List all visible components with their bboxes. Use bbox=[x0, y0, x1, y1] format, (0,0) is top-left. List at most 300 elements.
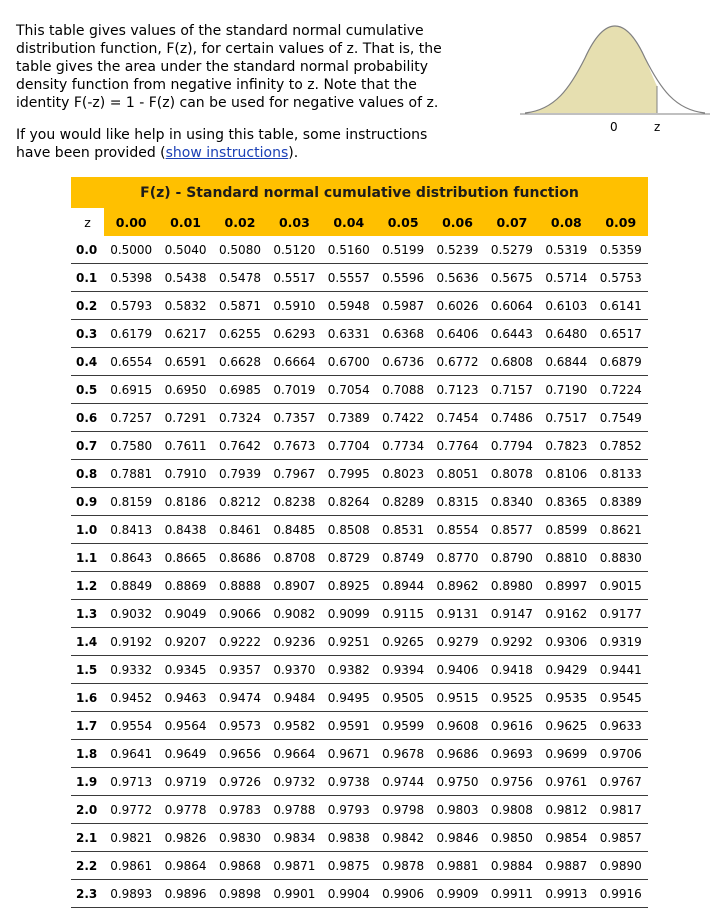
row-z-value: 0.4 bbox=[71, 348, 104, 376]
column-header: 0.07 bbox=[485, 208, 539, 236]
row-z-value: 0.1 bbox=[71, 264, 104, 292]
table-cell: 0.7939 bbox=[213, 460, 267, 488]
table-cell: 0.9738 bbox=[322, 768, 376, 796]
row-z-value: 1.0 bbox=[71, 516, 104, 544]
table-cell: 0.5359 bbox=[594, 236, 648, 264]
table-cell: 0.9649 bbox=[158, 740, 212, 768]
table-row bbox=[71, 292, 648, 320]
table-cell: 0.9554 bbox=[104, 712, 158, 740]
intro-line: table gives the area under the standard normal probability bbox=[16, 59, 429, 75]
table-cell: 0.6331 bbox=[322, 320, 376, 348]
table-row bbox=[71, 572, 648, 600]
table-cell: 0.9664 bbox=[267, 740, 321, 768]
intro-line: distribution function, F(z), for certain values of z. That is, the bbox=[16, 41, 442, 57]
shaded-area bbox=[525, 26, 657, 113]
table-cell: 0.9484 bbox=[267, 684, 321, 712]
table-cell: 0.7157 bbox=[485, 376, 539, 404]
table-cell: 0.7734 bbox=[376, 432, 430, 460]
table-cell: 0.9429 bbox=[539, 656, 593, 684]
table-cell: 0.9535 bbox=[539, 684, 593, 712]
table-cell: 0.9767 bbox=[594, 768, 648, 796]
table-cell: 0.9131 bbox=[430, 600, 484, 628]
row-z-value: 0.7 bbox=[71, 432, 104, 460]
table-cell: 0.9418 bbox=[485, 656, 539, 684]
table-cell: 0.9898 bbox=[213, 880, 267, 908]
table-cell: 0.5948 bbox=[322, 292, 376, 320]
table-cell: 0.7291 bbox=[158, 404, 212, 432]
table-cell: 0.5910 bbox=[267, 292, 321, 320]
table-row bbox=[71, 880, 648, 908]
row-z-value: 1.2 bbox=[71, 572, 104, 600]
help-suffix: ). bbox=[288, 145, 299, 161]
table-cell: 0.5478 bbox=[213, 264, 267, 292]
table-cell: 0.9049 bbox=[158, 600, 212, 628]
table-cell: 0.9319 bbox=[594, 628, 648, 656]
row-z-value: 2.1 bbox=[71, 824, 104, 852]
table-cell: 0.9726 bbox=[213, 768, 267, 796]
table-cell: 0.6217 bbox=[158, 320, 212, 348]
table-cell: 0.6591 bbox=[158, 348, 212, 376]
table-cell: 0.9306 bbox=[539, 628, 593, 656]
table-cell: 0.6700 bbox=[322, 348, 376, 376]
table-cell: 0.9633 bbox=[594, 712, 648, 740]
table-row bbox=[71, 404, 648, 432]
intro-line: density function from negative infinity to z. Note that the bbox=[16, 77, 417, 93]
table-cell: 0.9808 bbox=[485, 796, 539, 824]
table-cell: 0.9279 bbox=[430, 628, 484, 656]
table-cell: 0.8508 bbox=[322, 516, 376, 544]
table-row bbox=[71, 796, 648, 824]
table-cell: 0.8078 bbox=[485, 460, 539, 488]
help-line: If you would like help in using this table, some instructions bbox=[16, 127, 428, 143]
label-zero: 0 bbox=[610, 120, 618, 134]
table-cell: 0.8106 bbox=[539, 460, 593, 488]
row-z-value: 1.8 bbox=[71, 740, 104, 768]
table-cell: 0.8749 bbox=[376, 544, 430, 572]
row-z-value: 2.0 bbox=[71, 796, 104, 824]
table-cell: 0.8830 bbox=[594, 544, 648, 572]
table-cell: 0.9678 bbox=[376, 740, 430, 768]
table-row bbox=[71, 712, 648, 740]
table-cell: 0.5040 bbox=[158, 236, 212, 264]
table-cell: 0.9875 bbox=[322, 852, 376, 880]
table-cell: 0.5080 bbox=[213, 236, 267, 264]
table-row bbox=[71, 264, 648, 292]
table-cell: 0.9686 bbox=[430, 740, 484, 768]
table-cell: 0.6736 bbox=[376, 348, 430, 376]
table-cell: 0.8485 bbox=[267, 516, 321, 544]
row-z-value: 1.4 bbox=[71, 628, 104, 656]
column-header: 0.01 bbox=[158, 208, 212, 236]
table-cell: 0.8051 bbox=[430, 460, 484, 488]
row-z-value: 2.2 bbox=[71, 852, 104, 880]
table-cell: 0.9525 bbox=[485, 684, 539, 712]
table-cell: 0.9495 bbox=[322, 684, 376, 712]
table-cell: 0.7704 bbox=[322, 432, 376, 460]
table-cell: 0.7611 bbox=[158, 432, 212, 460]
table-cell: 0.9906 bbox=[376, 880, 430, 908]
table-cell: 0.7324 bbox=[213, 404, 267, 432]
table-cell: 0.8790 bbox=[485, 544, 539, 572]
show-instructions-link[interactable]: show instructions bbox=[165, 145, 289, 161]
table-cell: 0.9515 bbox=[430, 684, 484, 712]
row-z-value: 0.2 bbox=[71, 292, 104, 320]
table-cell: 0.9744 bbox=[376, 768, 430, 796]
table-cell: 0.9452 bbox=[104, 684, 158, 712]
table-cell: 0.9573 bbox=[213, 712, 267, 740]
column-header: 0.02 bbox=[213, 208, 267, 236]
table-cell: 0.6026 bbox=[430, 292, 484, 320]
table-row bbox=[71, 432, 648, 460]
table-cell: 0.9778 bbox=[158, 796, 212, 824]
table-cell: 0.9641 bbox=[104, 740, 158, 768]
table-cell: 0.5398 bbox=[104, 264, 158, 292]
table-row bbox=[71, 600, 648, 628]
table-cell: 0.9616 bbox=[485, 712, 539, 740]
table-cell: 0.9793 bbox=[322, 796, 376, 824]
table-cell: 0.7019 bbox=[267, 376, 321, 404]
table-row bbox=[71, 236, 648, 264]
table-cell: 0.6480 bbox=[539, 320, 593, 348]
table-cell: 0.8365 bbox=[539, 488, 593, 516]
table-cell: 0.7580 bbox=[104, 432, 158, 460]
table-cell: 0.5793 bbox=[104, 292, 158, 320]
row-z-value: 1.1 bbox=[71, 544, 104, 572]
table-cell: 0.7967 bbox=[267, 460, 321, 488]
table-cell: 0.9861 bbox=[104, 852, 158, 880]
normal-cdf-table bbox=[71, 177, 648, 908]
table-cell: 0.6443 bbox=[485, 320, 539, 348]
table-cell: 0.9693 bbox=[485, 740, 539, 768]
table-cell: 0.9582 bbox=[267, 712, 321, 740]
table-cell: 0.5199 bbox=[376, 236, 430, 264]
table-cell: 0.8810 bbox=[539, 544, 593, 572]
table-row bbox=[71, 488, 648, 516]
table-cell: 0.9812 bbox=[539, 796, 593, 824]
table-cell: 0.6368 bbox=[376, 320, 430, 348]
table-cell: 0.9265 bbox=[376, 628, 430, 656]
table-cell: 0.8888 bbox=[213, 572, 267, 600]
table-cell: 0.8962 bbox=[430, 572, 484, 600]
column-header: 0.09 bbox=[594, 208, 648, 236]
table-cell: 0.5279 bbox=[485, 236, 539, 264]
table-cell: 0.8643 bbox=[104, 544, 158, 572]
table-cell: 0.9871 bbox=[267, 852, 321, 880]
intro-line: identity F(-z) = 1 - F(z) can be used for negative values of z. bbox=[16, 95, 439, 111]
table-cell: 0.9382 bbox=[322, 656, 376, 684]
intro-line: This table gives values of the standard normal cumulative bbox=[16, 23, 424, 39]
row-z-value: 1.3 bbox=[71, 600, 104, 628]
table-cell: 0.9890 bbox=[594, 852, 648, 880]
table-cell: 0.9719 bbox=[158, 768, 212, 796]
table-cell: 0.5319 bbox=[539, 236, 593, 264]
table-cell: 0.8869 bbox=[158, 572, 212, 600]
row-z-value: 0.0 bbox=[71, 236, 104, 264]
table-cell: 0.6985 bbox=[213, 376, 267, 404]
table-cell: 0.9901 bbox=[267, 880, 321, 908]
table-cell: 0.7794 bbox=[485, 432, 539, 460]
table-cell: 0.8980 bbox=[485, 572, 539, 600]
table-cell: 0.9887 bbox=[539, 852, 593, 880]
column-header: 0.03 bbox=[267, 208, 321, 236]
table-cell: 0.6064 bbox=[485, 292, 539, 320]
table-row bbox=[71, 348, 648, 376]
table-cell: 0.8531 bbox=[376, 516, 430, 544]
table-cell: 0.9838 bbox=[322, 824, 376, 852]
table-cell: 0.9854 bbox=[539, 824, 593, 852]
table-cell: 0.7454 bbox=[430, 404, 484, 432]
table-cell: 0.8389 bbox=[594, 488, 648, 516]
table-cell: 0.7642 bbox=[213, 432, 267, 460]
table-cell: 0.6554 bbox=[104, 348, 158, 376]
table-cell: 0.9332 bbox=[104, 656, 158, 684]
intro-text bbox=[16, 22, 496, 112]
row-z-value: 0.8 bbox=[71, 460, 104, 488]
table-cell: 0.9783 bbox=[213, 796, 267, 824]
table-cell: 0.5438 bbox=[158, 264, 212, 292]
column-header: 0.08 bbox=[539, 208, 593, 236]
table-cell: 0.9066 bbox=[213, 600, 267, 628]
table-cell: 0.7549 bbox=[594, 404, 648, 432]
table-cell: 0.8708 bbox=[267, 544, 321, 572]
table-cell: 0.6406 bbox=[430, 320, 484, 348]
table-cell: 0.9864 bbox=[158, 852, 212, 880]
table-cell: 0.9916 bbox=[594, 880, 648, 908]
table-cell: 0.6879 bbox=[594, 348, 648, 376]
table-cell: 0.9878 bbox=[376, 852, 430, 880]
row-z-value: 0.6 bbox=[71, 404, 104, 432]
table-row bbox=[71, 460, 648, 488]
table-cell: 0.8159 bbox=[104, 488, 158, 516]
table-cell: 0.7357 bbox=[267, 404, 321, 432]
help-text bbox=[16, 126, 496, 162]
table-cell: 0.8212 bbox=[213, 488, 267, 516]
row-z-value: 1.5 bbox=[71, 656, 104, 684]
table-cell: 0.8413 bbox=[104, 516, 158, 544]
table-row bbox=[71, 544, 648, 572]
table-row bbox=[71, 740, 648, 768]
table-cell: 0.5517 bbox=[267, 264, 321, 292]
table-cell: 0.9292 bbox=[485, 628, 539, 656]
table-cell: 0.7088 bbox=[376, 376, 430, 404]
table-cell: 0.9881 bbox=[430, 852, 484, 880]
table-row bbox=[71, 516, 648, 544]
table-cell: 0.9357 bbox=[213, 656, 267, 684]
table-cell: 0.8315 bbox=[430, 488, 484, 516]
table-cell: 0.5636 bbox=[430, 264, 484, 292]
table-cell: 0.9441 bbox=[594, 656, 648, 684]
row-z-value: 0.9 bbox=[71, 488, 104, 516]
table-cell: 0.9671 bbox=[322, 740, 376, 768]
table-cell: 0.7422 bbox=[376, 404, 430, 432]
table-cell: 0.9099 bbox=[322, 600, 376, 628]
table-cell: 0.9162 bbox=[539, 600, 593, 628]
table-cell: 0.7123 bbox=[430, 376, 484, 404]
table-cell: 0.5675 bbox=[485, 264, 539, 292]
table-cell: 0.9699 bbox=[539, 740, 593, 768]
table-cell: 0.8925 bbox=[322, 572, 376, 600]
table-cell: 0.8264 bbox=[322, 488, 376, 516]
table-cell: 0.8621 bbox=[594, 516, 648, 544]
table-cell: 0.6950 bbox=[158, 376, 212, 404]
table-cell: 0.8289 bbox=[376, 488, 430, 516]
row-z-value: 1.6 bbox=[71, 684, 104, 712]
table-cell: 0.5000 bbox=[104, 236, 158, 264]
table-cell: 0.8461 bbox=[213, 516, 267, 544]
table-cell: 0.9868 bbox=[213, 852, 267, 880]
table-cell: 0.9656 bbox=[213, 740, 267, 768]
table-cell: 0.8686 bbox=[213, 544, 267, 572]
table-cell: 0.8907 bbox=[267, 572, 321, 600]
table-cell: 0.9706 bbox=[594, 740, 648, 768]
table-cell: 0.9857 bbox=[594, 824, 648, 852]
table-cell: 0.8665 bbox=[158, 544, 212, 572]
table-cell: 0.6808 bbox=[485, 348, 539, 376]
table-cell: 0.9115 bbox=[376, 600, 430, 628]
table-cell: 0.7764 bbox=[430, 432, 484, 460]
table-cell: 0.9463 bbox=[158, 684, 212, 712]
table-cell: 0.5871 bbox=[213, 292, 267, 320]
table-cell: 0.5239 bbox=[430, 236, 484, 264]
table-cell: 0.8729 bbox=[322, 544, 376, 572]
table-cell: 0.7389 bbox=[322, 404, 376, 432]
table-cell: 0.5714 bbox=[539, 264, 593, 292]
table-cell: 0.8438 bbox=[158, 516, 212, 544]
table-cell: 0.9830 bbox=[213, 824, 267, 852]
table-cell: 0.6179 bbox=[104, 320, 158, 348]
table-cell: 0.8849 bbox=[104, 572, 158, 600]
help-prefix: have been provided ( bbox=[16, 145, 166, 161]
table-cell: 0.7910 bbox=[158, 460, 212, 488]
table-cell: 0.9394 bbox=[376, 656, 430, 684]
table-cell: 0.9599 bbox=[376, 712, 430, 740]
table-cell: 0.9803 bbox=[430, 796, 484, 824]
table-cell: 0.6293 bbox=[267, 320, 321, 348]
table-cell: 0.9591 bbox=[322, 712, 376, 740]
table-cell: 0.9850 bbox=[485, 824, 539, 852]
column-header: 0.04 bbox=[322, 208, 376, 236]
table-cell: 0.8023 bbox=[376, 460, 430, 488]
table-row bbox=[71, 656, 648, 684]
table-cell: 0.7881 bbox=[104, 460, 158, 488]
table-cell: 0.5832 bbox=[158, 292, 212, 320]
table-row bbox=[71, 768, 648, 796]
table-cell: 0.9909 bbox=[430, 880, 484, 908]
table-cell: 0.8944 bbox=[376, 572, 430, 600]
table-cell: 0.9015 bbox=[594, 572, 648, 600]
table-cell: 0.6255 bbox=[213, 320, 267, 348]
table-cell: 0.8997 bbox=[539, 572, 593, 600]
table-row bbox=[71, 824, 648, 852]
row-z-value: 1.9 bbox=[71, 768, 104, 796]
row-z-value: 0.5 bbox=[71, 376, 104, 404]
table-cell: 0.8554 bbox=[430, 516, 484, 544]
table-cell: 0.7995 bbox=[322, 460, 376, 488]
table-cell: 0.9207 bbox=[158, 628, 212, 656]
table-cell: 0.9625 bbox=[539, 712, 593, 740]
table-row bbox=[71, 852, 648, 880]
table-cell: 0.9756 bbox=[485, 768, 539, 796]
table-cell: 0.9817 bbox=[594, 796, 648, 824]
table-cell: 0.6844 bbox=[539, 348, 593, 376]
table-cell: 0.9345 bbox=[158, 656, 212, 684]
table-cell: 0.9192 bbox=[104, 628, 158, 656]
table-cell: 0.9798 bbox=[376, 796, 430, 824]
table-cell: 0.7673 bbox=[267, 432, 321, 460]
table-cell: 0.9082 bbox=[267, 600, 321, 628]
table-row bbox=[71, 628, 648, 656]
row-z-value: 1.7 bbox=[71, 712, 104, 740]
table-cell: 0.9826 bbox=[158, 824, 212, 852]
table-cell: 0.8599 bbox=[539, 516, 593, 544]
table-cell: 0.8340 bbox=[485, 488, 539, 516]
table-cell: 0.5160 bbox=[322, 236, 376, 264]
table-cell: 0.5987 bbox=[376, 292, 430, 320]
table-cell: 0.7190 bbox=[539, 376, 593, 404]
table-cell: 0.9846 bbox=[430, 824, 484, 852]
normal-curve-figure bbox=[520, 18, 710, 138]
table-cell: 0.7224 bbox=[594, 376, 648, 404]
table-cell: 0.8238 bbox=[267, 488, 321, 516]
table-cell: 0.9177 bbox=[594, 600, 648, 628]
table-cell: 0.6517 bbox=[594, 320, 648, 348]
table-cell: 0.8770 bbox=[430, 544, 484, 572]
column-header: 0.05 bbox=[376, 208, 430, 236]
table-cell: 0.7486 bbox=[485, 404, 539, 432]
table-cell: 0.9406 bbox=[430, 656, 484, 684]
table-cell: 0.9222 bbox=[213, 628, 267, 656]
table-cell: 0.5120 bbox=[267, 236, 321, 264]
table-cell: 0.9904 bbox=[322, 880, 376, 908]
table-cell: 0.9545 bbox=[594, 684, 648, 712]
table-cell: 0.9032 bbox=[104, 600, 158, 628]
table-cell: 0.9893 bbox=[104, 880, 158, 908]
table-cell: 0.6915 bbox=[104, 376, 158, 404]
table-cell: 0.6103 bbox=[539, 292, 593, 320]
table-cell: 0.9608 bbox=[430, 712, 484, 740]
table-cell: 0.9474 bbox=[213, 684, 267, 712]
table-row bbox=[71, 320, 648, 348]
table-cell: 0.9772 bbox=[104, 796, 158, 824]
table-cell: 0.9732 bbox=[267, 768, 321, 796]
table-cell: 0.6772 bbox=[430, 348, 484, 376]
table-cell: 0.7517 bbox=[539, 404, 593, 432]
table-cell: 0.8577 bbox=[485, 516, 539, 544]
table-cell: 0.7257 bbox=[104, 404, 158, 432]
table-cell: 0.9564 bbox=[158, 712, 212, 740]
table-cell: 0.9821 bbox=[104, 824, 158, 852]
table-cell: 0.9750 bbox=[430, 768, 484, 796]
label-z: z bbox=[654, 120, 661, 134]
row-z-value: 2.3 bbox=[71, 880, 104, 908]
column-header: 0.06 bbox=[430, 208, 484, 236]
table-row bbox=[71, 376, 648, 404]
table-cell: 0.7852 bbox=[594, 432, 648, 460]
table-cell: 0.5596 bbox=[376, 264, 430, 292]
table-cell: 0.5557 bbox=[322, 264, 376, 292]
table-cell: 0.9834 bbox=[267, 824, 321, 852]
table-cell: 0.9884 bbox=[485, 852, 539, 880]
help-line-2 bbox=[16, 144, 496, 162]
table-cell: 0.8133 bbox=[594, 460, 648, 488]
table-caption: F(z) - Standard normal cumulative distribution function bbox=[71, 177, 648, 208]
table-cell: 0.9370 bbox=[267, 656, 321, 684]
table-cell: 0.9505 bbox=[376, 684, 430, 712]
table-cell: 0.9761 bbox=[539, 768, 593, 796]
table-cell: 0.9842 bbox=[376, 824, 430, 852]
table-cell: 0.5753 bbox=[594, 264, 648, 292]
table-cell: 0.7823 bbox=[539, 432, 593, 460]
